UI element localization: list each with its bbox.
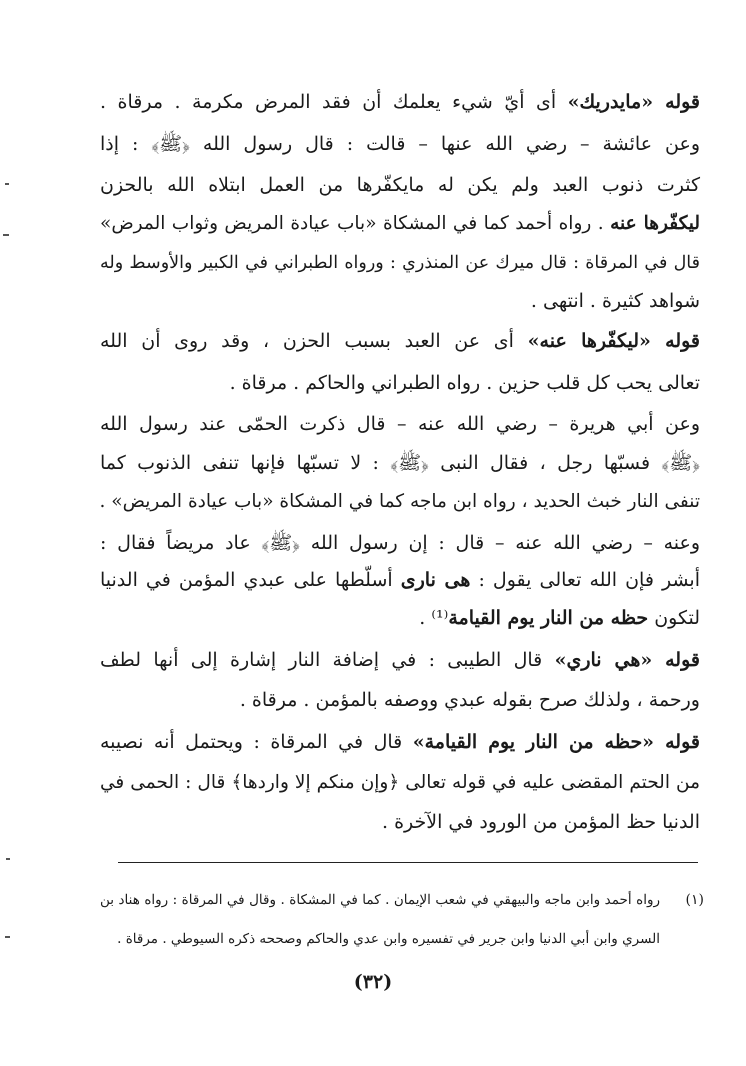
body-line <box>100 605 700 631</box>
scan-speck <box>5 936 10 938</box>
text-run: لتكون <box>648 607 700 629</box>
text-run: شواهد كثيرة . انتهى . <box>530 290 700 312</box>
text-run: ﴿ﷺ﴾ فسبّها رجل ، فقال النبى ﴿ﷺ﴾ : لا تسبّها فإنها تنفى الذنوب كما <box>100 452 700 474</box>
footnote-separator <box>118 862 698 863</box>
bold-phrase: قوله «حظه من النار يوم القيامة» <box>412 731 700 753</box>
body-line <box>100 370 700 396</box>
body-line <box>100 328 700 354</box>
body-line <box>100 647 700 673</box>
text-run: وعن عائشة – رضي الله عنها – قالت : قال رسول الله ﴿ﷺ﴾ : إذا <box>100 133 700 155</box>
text-run: قال في المرقاة : ويحتمل أنه نصيبه <box>100 731 413 753</box>
bold-phrase: قوله «هي ناري» <box>554 649 700 671</box>
footnote-line: رواه أحمد وابن ماجه والبيهقي في شعب الإيمان . كما في المشكاة . وقال في المرقاة : رواه هناد بن <box>100 892 660 908</box>
body-line <box>100 530 700 556</box>
text-run: . رواه أحمد كما في المشكاة «باب عيادة المريض وثواب المرض» <box>100 213 611 234</box>
text-run: أى أيّ شيء يعلمك أن فقد المرض مكرمة . مرقاة . <box>100 91 568 113</box>
text-run: أسلّطها على عبدي المؤمن في الدنيا <box>100 569 401 591</box>
body-line <box>100 250 700 276</box>
text-run: وعن أبي هريرة – رضي الله عنه – قال ذكرت الحمّى عند رسول الله <box>100 413 700 435</box>
text-run: كثرت ذنوب العبد ولم يكن له مايكفّرها من العمل ابتلاه الله بالحزن <box>100 174 700 196</box>
text-run: وعنه – رضي الله عنه – قال : إن رسول الله ﴿ﷺ﴾ عاد مريضاً فقال : <box>100 532 700 554</box>
text-run: أبشر فإن الله تعالى يقول : <box>470 569 700 591</box>
body-line <box>100 729 700 755</box>
body-line <box>100 687 700 713</box>
bold-phrase: هى نارى <box>400 569 471 591</box>
body-line <box>100 89 700 115</box>
footnote-line: السري وابن أبي الدنيا وابن جرير في تفسيره وابن عدي والحاكم وصححه ذكره السيوطي . مرقاة . <box>117 931 660 947</box>
body-line <box>100 131 700 157</box>
body-line <box>100 411 700 437</box>
scan-speck <box>5 183 9 185</box>
text-run: قال الطيبى : في إضافة النار إشارة إلى أنها لطف <box>100 649 555 671</box>
body-line <box>100 489 700 515</box>
text-run: ورحمة ، ولذلك صرح بقوله عبدي ووصفه بالمؤمن . مرقاة . <box>239 689 700 711</box>
body-line <box>100 172 700 198</box>
page-number: (٣٢) <box>353 971 393 993</box>
bold-phrase: قوله «ليكفّرها عنه» <box>527 330 701 352</box>
body-line <box>100 288 700 314</box>
scan-speck <box>3 234 9 236</box>
bold-phrase: حظه من النار يوم القيامة <box>448 607 649 629</box>
text-run: تعالى يحب كل قلب حزين . رواه الطبراني والحاكم . مرقاة . <box>229 372 700 394</box>
footnote-marker: (١) <box>685 892 704 908</box>
text-run: الدنيا حظ المؤمن من الورود في الآخرة . <box>381 811 700 833</box>
text-run: ⁽¹⁾ . <box>419 607 449 629</box>
text-run: من الحتم المقضى عليه في قوله تعالى ﴿وإن منكم إلا واردها﴾ قال : الحمى في <box>100 772 700 793</box>
body-line <box>100 809 700 835</box>
body-line <box>100 770 700 796</box>
body-line <box>100 211 700 237</box>
scan-speck <box>6 858 10 860</box>
bold-phrase: ليكفّرها عنه <box>610 213 701 234</box>
body-line <box>100 567 700 593</box>
text-run: قال في المرقاة : قال ميرك عن المنذري : ورواه الطبراني في الكبير والأوسط وله <box>100 253 700 273</box>
text-run: أى عن العبد بسبب الحزن ، وقد روى أن الله <box>100 330 528 352</box>
bold-phrase: قوله «مايدريك» <box>567 91 701 113</box>
text-run: تنفى النار خبث الحديد ، رواه ابن ماجه كما في المشكاة «باب عيادة المريض» . <box>99 491 700 512</box>
body-line <box>100 450 700 476</box>
